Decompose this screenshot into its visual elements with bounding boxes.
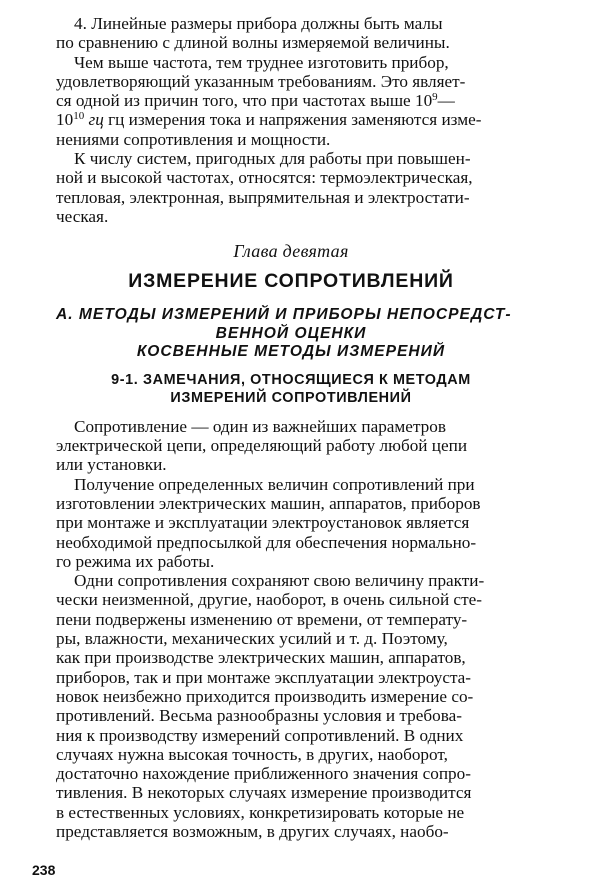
text-line: пени подвержены изменению от времени, от температу-: [56, 609, 468, 629]
text-line: чески неизменной, другие, наоборот, в очень сильной сте-: [56, 590, 482, 610]
paragraph-definition: [56, 417, 526, 475]
text-line: го режима их работы.: [56, 551, 215, 571]
text-line: Сопротивление — один из важнейших параметров: [74, 416, 446, 436]
chapter-label: Глава девятая: [233, 241, 349, 262]
text-line: ния к производству измерений сопротивлений. В одних: [56, 725, 464, 745]
text-line: тивления. В некоторых случаях измерение производится: [56, 783, 472, 803]
text-line: по сравнению с длиной волны измеряемой величины.: [56, 33, 450, 53]
text-line: или установки.: [56, 455, 167, 475]
paragraph-frequency: [56, 53, 526, 149]
paragraph-variation: [56, 571, 526, 841]
text-line: необходимой предпосылкой для обеспечения нормально-: [56, 532, 477, 552]
text-line: представляется возможным, в других случаях, наобо-: [56, 822, 449, 841]
text-line: Одни сопротивления сохраняют свою величину практи-: [74, 571, 485, 591]
exponent-9: 9: [432, 91, 438, 104]
unit-hz: гц: [88, 110, 104, 130]
subsection-heading-line: ИЗМЕРЕНИЙ СОПРОТИВЛЕНИЙ: [170, 390, 412, 407]
text-line: в естественных условиях, конкретизировать которые не: [56, 802, 465, 822]
subsection-heading: [56, 371, 526, 408]
text-line: К числу систем, пригодных для работы при повышен-: [74, 149, 471, 169]
paragraph-systems: [56, 149, 526, 226]
text-line: изготовлении электрических машин, аппаратов, приборов: [56, 493, 481, 513]
text-line: 4. Линейные размеры прибора должны быть малы: [74, 14, 443, 33]
text-line: ной и высокой частотах, относятся: термоэлектрическая,: [56, 168, 473, 188]
text-line: электрической цепи, определяющий работу любой цепи: [56, 436, 468, 456]
text-line-with-exponent: [56, 91, 526, 110]
text-line: Чем выше частота, тем труднее изготовить прибор,: [74, 52, 449, 72]
section-heading-line: ВЕННОЙ ОЦЕНКИ: [215, 324, 367, 342]
text-line: при монтаже и эксплуатации электроустановок является: [56, 513, 470, 533]
text-line: Получение определенных величин сопротивлений при: [74, 474, 475, 494]
section-heading: [56, 306, 526, 362]
text-line-with-exponent: [56, 110, 526, 129]
page-number: 238: [32, 862, 56, 878]
section-heading-line: А. МЕТОДЫ ИЗМЕРЕНИЙ И ПРИБОРЫ НЕПОСРЕДСТ-: [56, 306, 512, 324]
text-line: противлений. Весьма разнообразны условия и требова-: [56, 706, 462, 726]
text-line: достаточно нахождение приближенного значения сопро-: [56, 764, 471, 784]
text-line: новок неизбежно приходится производить измерение со-: [56, 686, 474, 706]
section-heading-line: КОСВЕННЫЕ МЕТОДЫ ИЗМЕРЕНИЙ: [136, 343, 446, 361]
text-fragment: гц измерения тока и напряжения заменяются изме-: [108, 110, 482, 130]
paragraph-item-4: [56, 14, 526, 53]
book-page: [56, 14, 526, 841]
text-line: случаях нужна высокая точность, в других, наоборот,: [56, 744, 448, 764]
text-line: удовлетворяющий указанным требованиям. Это являет-: [56, 71, 466, 91]
text-line: как при производстве электрических машин, аппаратов,: [56, 648, 466, 668]
exponent-10: 10: [73, 110, 85, 123]
chapter-title: ИЗМЕРЕНИЕ СОПРОТИВЛЕНИЙ: [128, 270, 454, 293]
number-10: 10: [56, 110, 74, 130]
subsection-heading-line: 9-1. ЗАМЕЧАНИЯ, ОТНОСЯЩИЕСЯ К МЕТОДАМ: [111, 371, 471, 388]
spacer: [56, 408, 526, 417]
dash: —: [437, 91, 455, 111]
text-line: ческая.: [56, 206, 109, 226]
text-fragment: ся одной из причин того, что при частотах выше 10: [56, 91, 433, 111]
text-line: ры, влажности, механических усилий и т. д. Поэтому,: [56, 629, 448, 649]
text-line: приборов, так и при монтаже эксплуатации электроуста-: [56, 667, 472, 687]
text-line: тепловая, электронная, выпрямительная и электростати-: [56, 187, 470, 207]
text-line: нениями сопротивления и мощности.: [56, 129, 331, 149]
paragraph-manufacturing: [56, 475, 526, 571]
